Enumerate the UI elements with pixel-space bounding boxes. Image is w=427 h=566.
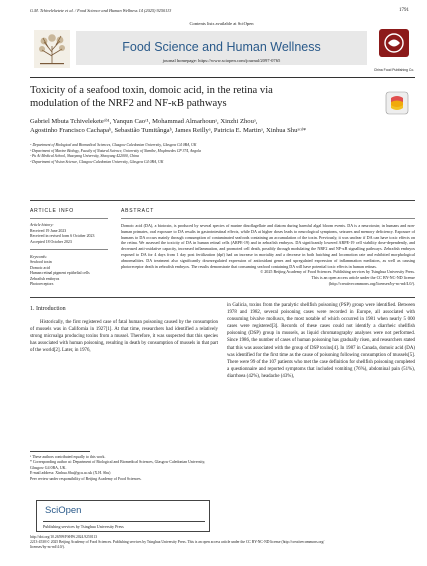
journal-banner	[76, 31, 367, 65]
keyword: Domoic acid	[30, 265, 50, 270]
license-line: This is an open access article under the CC BY-NC-ND license	[311, 275, 415, 281]
body-column-1	[30, 302, 218, 355]
affiliation-a: ᵃ Department of Biological and Biomedical Sciences, Glasgow Caledonian University, Glasgow G4 0BA, UK	[30, 143, 197, 147]
abstract-heading: ABSTRACT	[121, 208, 155, 214]
page-number: 1791	[399, 8, 409, 13]
authors-line-2: Agostinho Francisco Cachapaᵇ, Sebastião Tumitângaᵇ, James Reillyᵃ, Patricia E. Martinᵃ, Xinhua Shuᵃᶜᵈ*	[30, 127, 307, 134]
section-heading: 1. Introduction	[30, 306, 66, 312]
contents-availability: Contents lists available at SciOpen	[189, 21, 254, 26]
license-url[interactable]: (http://creativecommons.org/licenses/by-nc-nd/4.0/).	[328, 280, 415, 286]
keywords-heading: Keywords:	[30, 254, 48, 260]
title-line-1: Toxicity of a seafood toxin, domoic acid, in the retina via	[30, 85, 273, 96]
copyright-line: © 2025 Beijing Academy of Food Sciences. Publishing services by Tsinghua University Press.	[260, 269, 415, 275]
article-title	[30, 84, 360, 110]
divider	[30, 200, 415, 201]
footnote: ¹ These authors contributed equally to this work.	[30, 455, 106, 459]
check-for-updates-icon[interactable]	[384, 91, 410, 115]
history-accepted: Accepted 18 October 2023	[30, 239, 72, 244]
affiliation-c: ᶜ Pu Ai Medical School, Shaoyang University, Shaoyang 422000, China	[30, 154, 139, 159]
abstract-copyright	[121, 269, 415, 286]
article-info	[30, 208, 108, 288]
journal-header	[30, 21, 415, 78]
tree-logo-icon	[34, 30, 70, 68]
keyword: Human retinal pigment epithelial cells	[30, 271, 90, 276]
bottom-metadata	[30, 535, 415, 550]
author-list	[30, 117, 415, 135]
body-column-2	[227, 302, 415, 380]
footnote-rule	[30, 451, 90, 452]
doi-link[interactable]: http://doi.org/10.26599/FSHW.2024.9250113	[30, 535, 98, 539]
keyword: Photoreceptors	[30, 282, 54, 287]
history-received: Received 19 June 2023	[30, 228, 67, 233]
affiliation-b: ᵇ Department of Marine Biology, Faculty of Natural Science, University of Namibe, Moçâmedes CP 374, Angola	[30, 148, 201, 153]
authors-line-1: Gabriel Mbuta Tchiveleketeᵃᵇ¹, Yanqun Caoᶜ¹, Mohammad Almarhounᵃ, Xinzhi Zhouᵃ,	[30, 118, 258, 125]
affiliation-d: ᵈ Department of Vision Science, Glasgow Caledonian University, Glasgow G4 0BA, UK	[30, 159, 164, 164]
cfp-emblem-icon	[373, 27, 415, 63]
abstract-text: Domoic acid (DA), a biotoxin, is produced by several species of marine dinoflagellate and diatom during harmful algal bloom events. DA is a neurotoxin; in humans and non-human primates, oral exposure to DA results in gastrointestinal effects, while DA at higher doses leads to neurological symptoms, seizures and memory deficiency. Exposure of humans to DA occurs mainly through consumption of contaminated seafoods containing an accumulation of the toxin. Previously, it was unclear if DA can have toxic effects on the retina. We assessed the toxicity of DA in human retinal cells (ARPE-19) and in zebrafish embryos. DA significantly lowered ARPE-19 cell viability dose-dependently, and decreased anti-oxidative capacity, increased inflammation, and promoted cell death, possibly through modulating the NRF2 and NF-κB signalling pathways. Zebrafish embryos exposed to DA for 4 days from 1 day post fertilization (dpf) had an increase in mortality and a decrease in both hatching and locomotion rate and exhibited morphological abnormalities. DA treatment also significantly downregulated expression of antioxidant genes and upregulated expression of inflammation mediators, as well as causing photoreceptor death in zebrafish embryos. The results demonstrate that consuming seafood containing DA will have potential toxic effects in human retinas.	[121, 223, 415, 269]
cfp-logo	[373, 27, 415, 71]
keyword-list	[30, 254, 108, 288]
footnote: * Corresponding author at: Department of Biological and Biomedical Sciences, Glasgow Caledonian University, Glasgow G4 0BA, UK.	[30, 460, 206, 470]
license-url-end: licenses/by-nc-nd/4.0/).	[30, 545, 65, 549]
keyword: Seafood toxin	[30, 259, 52, 264]
article-info-rule	[30, 218, 108, 219]
article-info-heading: ARTICLE INFO	[30, 208, 74, 214]
abstract-rule	[121, 218, 415, 219]
footnotes	[30, 451, 218, 482]
publisher-text: Publishing services by Tsinghua University Press	[43, 521, 205, 529]
publisher-box	[36, 500, 210, 532]
running-citation: G.M. Tchiveleketete et al. / Food Science and Human Wellness 14 (2025) 9250113	[30, 8, 172, 13]
intro-paragraph: Historically, the first registered case of fatal human poisoning caused by the consumption of mussels was in California in 1927[1]. At that time, researchers had identified a relatively strong microalga producing toxins from a mussel. Therefore, it was suspected that this species has associated with human poisoning, resulting in death by consumption of mussels in that part of the world[2]. Later, in 1976,	[30, 320, 218, 354]
sciopen-logo: SciOpen	[45, 505, 82, 516]
journal-name: Food Science and Human Wellness	[122, 40, 321, 54]
divider	[30, 297, 415, 298]
journal-homepage[interactable]: journal homepage: https://www.sciopen.com/journal/2097-0765	[162, 58, 281, 63]
footnote-email: E-mail address: Xinhua.Shu@gcu.ac.uk (X.H. Shu)	[30, 471, 111, 476]
footnote: Peer review under responsibility of Beijing Academy of Food Sciences.	[30, 476, 142, 481]
history-label: Article history:	[30, 223, 54, 227]
issn-license: 2213-4530/© 2025 Beijing Academy of Food Sciences. Publishing services by Tsinghua University Press. This is an open access article under the CC BY-NC-ND license (http://creativecommons.org/	[30, 540, 325, 544]
keywords-rule	[30, 249, 108, 250]
keyword: Zebrafish embryos	[30, 276, 60, 281]
intro-paragraph-continued: in Galicia, toxins from the paralytic shellfish poisoning (PSP) group were identified. Between 1978 and 1982, several poisoning cases were recorded in Europe, all associated with consuming bivalve molluscs, the most notable of which occurred in 1981 when nearly 5 000 cases were registered[3]. Records of these cases could not identify a diarrheic shellfish poisoning (DSP) group in mussels, as liquid chromatography analyses were not performed. Since 1986, the number of cases of human poisoning has gradually risen, and researchers stated that this was associated with the group of DSP toxins[4]. In 1987 in Canada, domoic acid (DA) was identified for the first time as the cause of poisoning following consumption of mussels[5]. There were 99 of the 107 patients who met the case definition for shellfish poisoning completed a questionnaire and reported symptoms that included vomiting (76%), abdominal pain (51%), diarrhoea (42%), headache (43%),	[227, 303, 415, 379]
affiliations	[30, 143, 415, 165]
cfp-caption: China Food Publishing Co.	[373, 68, 415, 72]
running-header	[30, 8, 409, 18]
history-revised: Received in revised form 6 October 2023	[30, 234, 95, 239]
article-history	[30, 223, 108, 245]
abstract	[121, 208, 415, 287]
title-line-2: modulation of the NRF2 and NF-κB pathways	[30, 98, 227, 109]
